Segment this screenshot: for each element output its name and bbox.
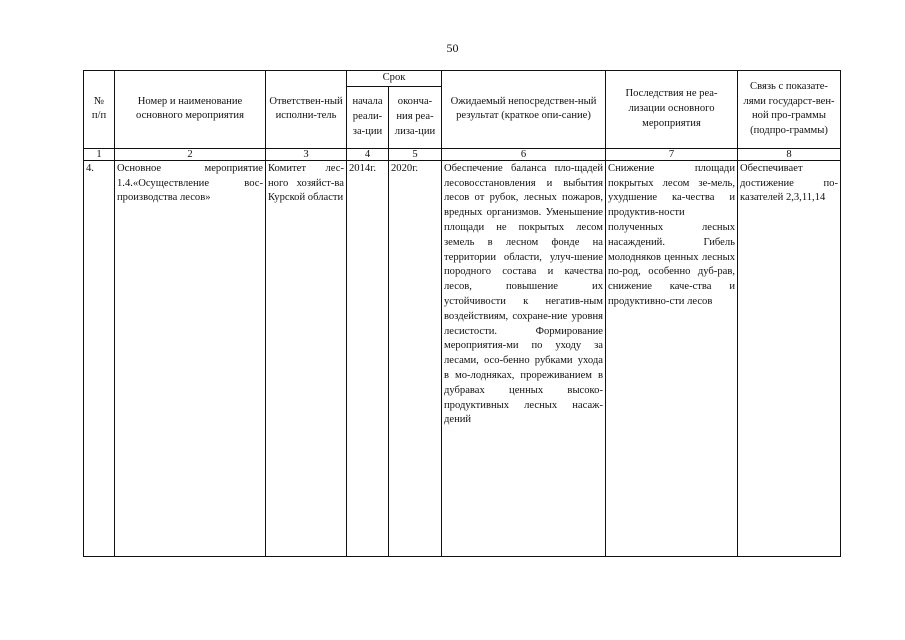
activities-table <box>83 70 841 557</box>
header-end: оконча-ния реа-лиза-ции <box>389 86 442 148</box>
column-number: 5 <box>389 148 442 160</box>
header-result: Ожидаемый непосредствен-ный результат (краткое опи-сание) <box>442 71 606 149</box>
column-number: 6 <box>442 148 606 160</box>
row-consequences: Снижение площади покрытых лесом зе-мель, ухудшение ка-чества и продуктив-ности полученных лесных насаждений. Гибель молодняков ценных лесных по-род, особенно дуб-рав, снижение каче-ства и продуктивно-сти лесов <box>606 160 738 556</box>
header-term: Срок <box>347 71 442 87</box>
header-activity: Номер и наименование основного мероприятия <box>115 71 266 149</box>
row-executor: Комитет лес-ного хозяйст-ва Курской области <box>266 160 347 556</box>
column-number: 3 <box>266 148 347 160</box>
header-start: начала реали-за-ции <box>347 86 389 148</box>
page-number: 50 <box>446 41 459 55</box>
column-number: 7 <box>606 148 738 160</box>
row-link: Обеспечивает достижение по-казателей 2,3,11,14 <box>738 160 841 556</box>
row-activity: Основное мероприятие 1.4.«Осуществление вос-производства лесов» <box>115 160 266 556</box>
header-link: Связь с показате-лями государст-вен- ной про-граммы (подпро-граммы) <box>738 71 841 149</box>
row-end: 2020г. <box>389 160 442 556</box>
column-number: 1 <box>84 148 115 160</box>
header-num: № п/п <box>84 71 115 149</box>
header-executor: Ответствен-ный исполни-тель <box>266 71 347 149</box>
table-row <box>84 160 841 556</box>
row-start: 2014г. <box>347 160 389 556</box>
column-number: 8 <box>738 148 841 160</box>
column-number: 2 <box>115 148 266 160</box>
header-row <box>84 71 841 87</box>
column-number: 4 <box>347 148 389 160</box>
column-number-row <box>84 148 841 160</box>
row-result: Обеспечение баланса пло-щадей лесовосстановления и выбытия лесов от рубок, лесных пожаров, вредных организмов. Уменьшение площади не покрытых лесом земель в лесном фонде на территории области, улуч-шение породного состава и качества лесов, повышение их устойчивости к негатив-ным воздействиям, сохране-ние уровня лесистости. Формирование мероприятия-ми по уходу за лесами, осо-бенно рубками ухода в мо-лодняках, прореживанием в дубравах ценных высоко-продуктивных лесных насаж-дений <box>442 160 606 556</box>
row-num: 4. <box>84 160 115 556</box>
header-consequences: Последствия не реа-лизации основного мероприятия <box>606 71 738 149</box>
